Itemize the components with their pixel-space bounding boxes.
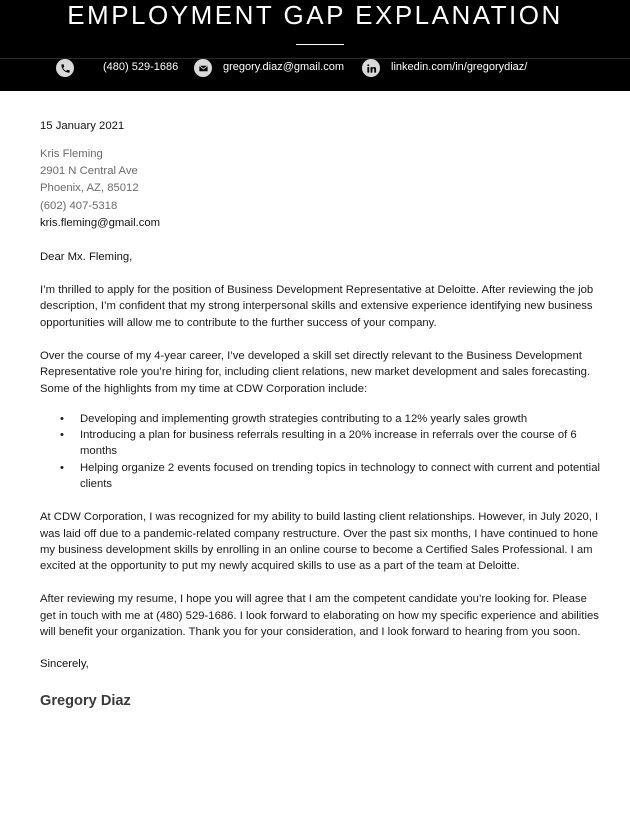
bullet-icon: •: [60, 412, 64, 425]
recipient-street: 2901 N Central Ave: [40, 165, 138, 178]
bullet-icon: •: [60, 429, 64, 442]
linkedin-icon: [362, 59, 380, 77]
email-icon: [194, 59, 212, 77]
recipient-email: kris.fleming@gmail.com: [40, 216, 161, 229]
letter-date: 15 January 2021: [40, 120, 125, 132]
title-divider: [296, 44, 344, 45]
bullet-icon: •: [60, 461, 64, 474]
recipient-name: Kris Fleming: [40, 148, 103, 160]
list-item: [60, 460, 605, 493]
paragraph-closing: After reviewing my resume, I hope you will agree that I am the competent candidate you’re looking for. Please get in touch with me at (480) 529-1686. I look forward to elaborating on how my specific experience and abilities will benefit your organization. Thank you for your consideration, and I look forward to hearing from you soon.: [40, 593, 599, 639]
paragraph-intro: I’m thrilled to apply for the position of Business Development Representative at Deloitte. After reviewing the job description, I’m confident that my strong interpersonal skills and extensive experience identifying new business opportunities will allow me to contribute to the further success of your company.: [40, 284, 594, 329]
list-item-text: Introducing a plan for business referrals resulting in a 20% increase in referrals over the course of 6 months: [80, 429, 577, 458]
phone-icon: [56, 59, 74, 77]
paragraph-experience: Over the course of my 4-year career, I’ve developed a skill set directly relevant to the Business Development Representative role you’re hiring for, including client relations, new market development and sales forecasting. Some of the highlights from my time at CDW Corporation include:: [40, 349, 591, 395]
header-linkedin-link[interactable]: linkedin.com/in/gregorydiaz/: [391, 61, 528, 73]
list-item: [60, 411, 605, 427]
sign-off: Sincerely,: [40, 658, 89, 671]
header-phone: (480) 529-1686: [103, 61, 179, 73]
signature-name: Gregory Diaz: [40, 693, 131, 710]
page-title: EMPLOYMENT GAP EXPLANATION: [67, 0, 563, 30]
letter-body: [40, 119, 605, 710]
recipient-phone: (602) 407-5318: [40, 199, 118, 212]
list-item: [60, 427, 605, 460]
header-band: [0, 0, 630, 91]
highlights-list: [40, 411, 605, 492]
recipient-block: [40, 146, 605, 232]
recipient-city: Phoenix, AZ, 85012: [40, 182, 139, 195]
header-email-link[interactable]: gregory.diaz@gmail.com: [223, 61, 345, 73]
paragraph-gap: At CDW Corporation, I was recognized for my ability to build lasting client relationships. However, in July 2020, I was laid off due to a pandemic-related company restructure. Over the past six months, I have continued to hone my business development skills by enrolling in an online course to become a Certified Sales Professional. I am excited at the opportunity to put my newly acquired skills to use as a part of the team at Deloitte.: [40, 511, 599, 573]
list-item-text: Developing and implementing growth strategies contributing to a 12% yearly sales growth: [80, 412, 528, 425]
salutation: Dear Mx. Fleming,: [40, 251, 133, 264]
list-item-text: Helping organize 2 events focused on trending topics in technology to connect with current and potential clients: [80, 461, 600, 490]
